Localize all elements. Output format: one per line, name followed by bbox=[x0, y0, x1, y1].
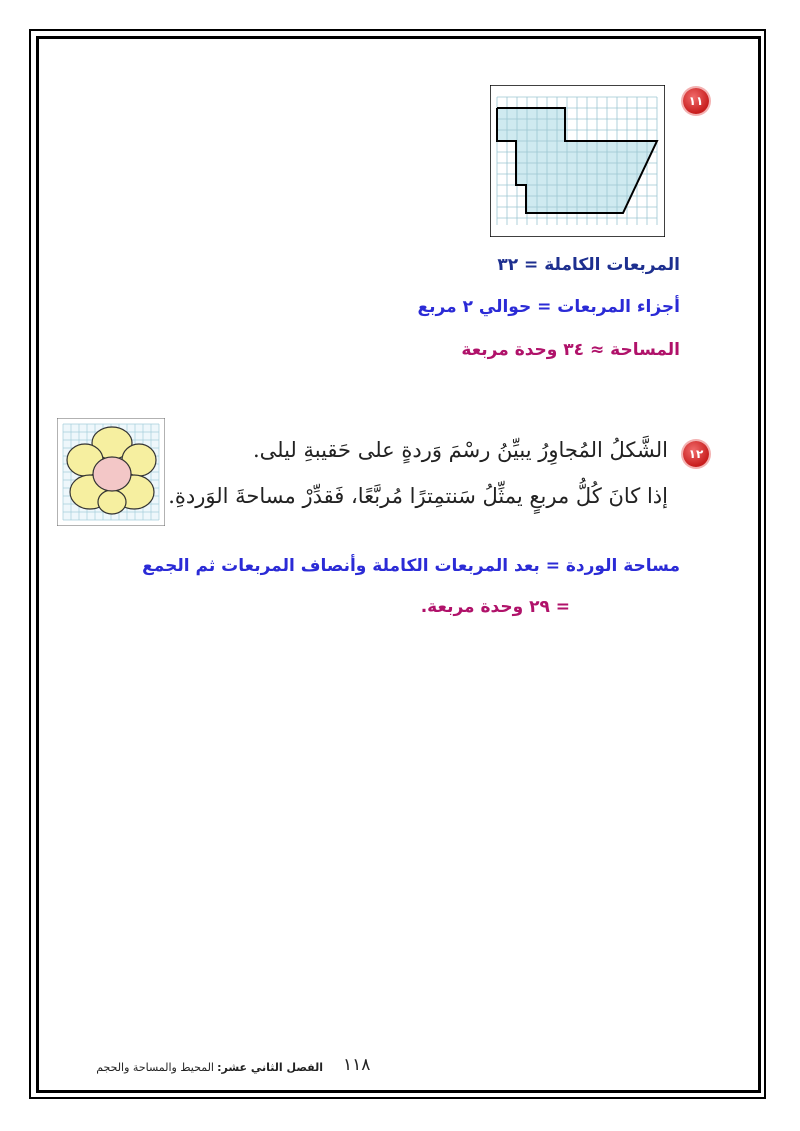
partial-squares-line: أجزاء المربعات = حوالي ٢ مربع bbox=[417, 297, 680, 317]
problem-text-line-2: إذا كانَ كُلُّ مربعٍ يمثِّلُ سَنتمِترًا مُربَّعًا، فَقدِّرْ مساحةَ الوَردةِ. bbox=[168, 484, 668, 508]
exercise-11-number-badge: ١١ bbox=[683, 88, 709, 114]
page-number: ١١٨ bbox=[343, 1055, 371, 1075]
flower-grid-figure bbox=[57, 418, 165, 526]
flower-center bbox=[93, 457, 131, 491]
answer-line-2: = ٢٩ وحدة مربعة. bbox=[420, 597, 570, 617]
full-squares-line: المربعات الكاملة = ٣٢ bbox=[497, 255, 680, 275]
footer-topic: المحيط والمساحة والحجم bbox=[96, 1061, 214, 1074]
grid-shape-figure bbox=[490, 85, 665, 237]
exercise-12-number-badge: ١٢ bbox=[683, 441, 709, 467]
problem-text-line-1: الشَّكلُ المُجاوِرُ يبيِّنُ رسْمَ وَردةٍ على حَقيبةِ ليلى. bbox=[252, 438, 668, 462]
area-estimate-line: المساحة ≈ ٣٤ وحدة مربعة bbox=[461, 340, 680, 360]
answer-line-1: مساحة الوردة = بعد المربعات الكاملة وأنصاف المربعات ثم الجمع bbox=[142, 556, 680, 576]
petal-bottom bbox=[98, 490, 126, 514]
footer-chapter: الفصل الثاني عشر: bbox=[217, 1061, 323, 1074]
